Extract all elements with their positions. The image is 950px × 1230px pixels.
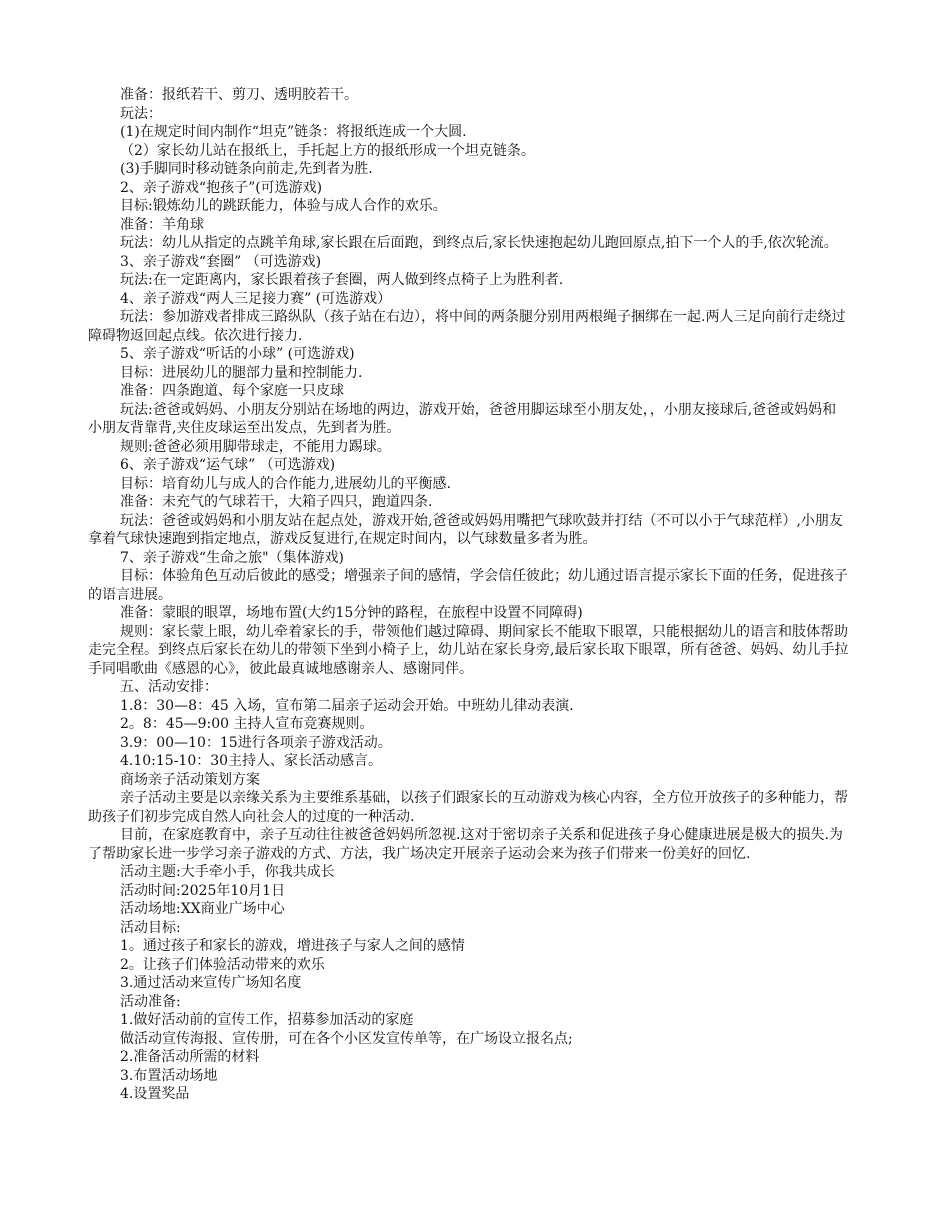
text-line: 活动时间:2025年10月1日 (120, 882, 286, 899)
text-line: 目标:锻炼幼儿的跳跃能力，体验与成人合作的欢乐。 (120, 198, 447, 214)
text-line: 活动目标: (120, 919, 181, 936)
text-line: 目前，在家庭教育中，亲子互动往往被爸爸妈妈所忽视.这对于密切亲子关系和促进孩子身心健康进展是极大的损失.为了帮助家长进一步学习亲子游戏的方式、方法，我广场决定开展亲子运动会来为孩子们带来一份美好的回忆. (88, 827, 843, 862)
text-line: 目标：培育幼儿与成人的合作能力,进展幼儿的平衡感. (120, 475, 451, 492)
text-line: 活动主题:大手牵小手，你我共成长 (120, 864, 335, 880)
text-line: （2）家长幼儿站在报纸上，手托起上方的报纸形成一个坦克链条。 (120, 142, 535, 159)
text-line: (3)手脚同时移动链条向前走,先到者为胜. (120, 161, 373, 177)
text-line: 五、活动安排： (120, 679, 218, 695)
text-line: 准备：未充气的气球若干，大箱子四只，跑道四条. (120, 494, 433, 510)
text-line: (1)在规定时间内制作“坦克”链条：将报纸连成一个大圆. (120, 124, 467, 140)
text-line: 玩法：参加游戏者排成三路纵队（孩子站在右边），将中间的两条腿分别用两根绳子捆绑在一起.两人三足向前行走绕过障碍物返回起点线。依次进行接力. (88, 309, 846, 344)
text-line: 玩法：爸爸或妈妈和小朋友站在起点处，游戏开始,爸爸或妈妈用嘴把气球吹鼓并打结（不可以小于气球范样）,小朋友拿着气球快速跑到指定地点，游戏反复进行,在规定时间内，以气球数量多者为胜。 (88, 512, 843, 547)
text-line: 准备：羊角球 (120, 216, 204, 233)
text-line: 准备：四条跑道、每个家庭一只皮球 (120, 383, 344, 399)
text-line: 2.准备活动所需的材料 (120, 1049, 260, 1065)
text-line: 4、亲子游戏“两人三足接力赛” (可选游戏） (120, 290, 392, 307)
text-line: 7、亲子游戏“生命之旅"（集体游戏) (120, 549, 344, 566)
text-line: 玩法：幼儿从指定的点跳羊角球,家长跟在后面跑，到终点后,家长快速抱起幼儿跑回原点,拍下一个人的手,依次轮流。 (120, 235, 838, 251)
text-line: 1.8：30—8：45 入场，宣布第二届亲子运动会开始。中班幼儿律动表演. (120, 697, 574, 714)
text-line: 玩法:在一定距离内，家长跟着孩子套圈，两人做到终点椅子上为胜利者. (120, 272, 564, 288)
text-line: 6、亲子游戏“运气球” （可选游戏) (120, 457, 336, 473)
text-line: 1。通过孩子和家长的游戏，增进孩子与家人之间的感情 (120, 938, 465, 954)
text-line: 玩法： (120, 105, 162, 122)
text-line: 规则：家长蒙上眼，幼儿牵着家长的手，带领他们越过障碍、期间家长不能取下眼罩，只能根据幼儿的语言和肢体帮助走完全程。到终点后家长在幼儿的带领下坐到小椅子上，幼儿站在家长身旁,最后家长取下眼罩，所有爸爸、妈妈、幼儿手拉手同唱歌曲《感恩的心》，彼此最真诚地感谢亲人、感谢同伴。 (88, 623, 849, 677)
text-line: 2。8：45—9:00 主持人宣布竞赛规则。 (120, 716, 374, 732)
text-line: 准备：蒙眼的眼罩，场地布置(大约15分钟的路程，在旅程中设置不同障碍) (120, 605, 583, 621)
text-line: 2。让孩子们体验活动带来的欢乐 (120, 956, 325, 973)
text-line: 玩法:爸爸或妈妈、小朋友分别站在场地的两边，游戏开始，爸爸用脚运球至小朋友处，，小朋友接球后,爸爸或妈妈和小朋友背靠背,夹住皮球运至出发点，先到者为胜。 (88, 401, 837, 436)
text-line: 商场亲子活动策划方案 (120, 771, 260, 788)
text-line: 3.布置活动场地 (120, 1067, 218, 1084)
text-line: 亲子活动主要是以亲缘关系为主要维系基础，以孩子们跟家长的互动游戏为核心内容，全方位开放孩子的多种能力，帮助孩子们初步完成自然人向社会人的过度的一种活动. (88, 790, 848, 825)
text-line: 2、亲子游戏“抱孩子”(可选游戏) (120, 179, 323, 196)
text-line: 3.通过活动来宣传广场知名度 (120, 975, 302, 991)
text-line: 目标：进展幼儿的腿部力量和控制能力. (120, 364, 363, 381)
text-line: 4.10:15-10：30主持人、家长活动感言。 (120, 753, 383, 769)
text-line: 3、亲子游戏“套圈” （可选游戏) (120, 253, 322, 270)
text-line: 目标：体验角色互动后彼此的感受；增强亲子间的感情，学会信任彼此；幼儿通过语言提示家长下面的任务，促进孩子的语言进展。 (88, 568, 848, 603)
text-line: 活动准备: (120, 993, 181, 1010)
text-line: 规则:爸爸必须用脚带球走，不能用力踢球。 (120, 438, 391, 455)
text-line: 3.9：00—10：15进行各项亲子游戏活动。 (120, 734, 392, 751)
text-line: 准备：报纸若干、剪刀、透明胶若干。 (120, 87, 358, 103)
text-line: 活动场地:XX商业广场中心 (120, 901, 285, 917)
text-line: 1.做好活动前的宣传工作，招募参加活动的家庭 (120, 1012, 414, 1028)
text-line: 做活动宣传海报、宣传册，可在各个小区发宣传单等，在广场设立报名点; (120, 1030, 573, 1047)
text-line: 4.设置奖品 (120, 1086, 190, 1102)
text-line: 5、亲子游戏“听话的小球” (可选游戏) (120, 346, 355, 362)
document-body (88, 86, 850, 1104)
